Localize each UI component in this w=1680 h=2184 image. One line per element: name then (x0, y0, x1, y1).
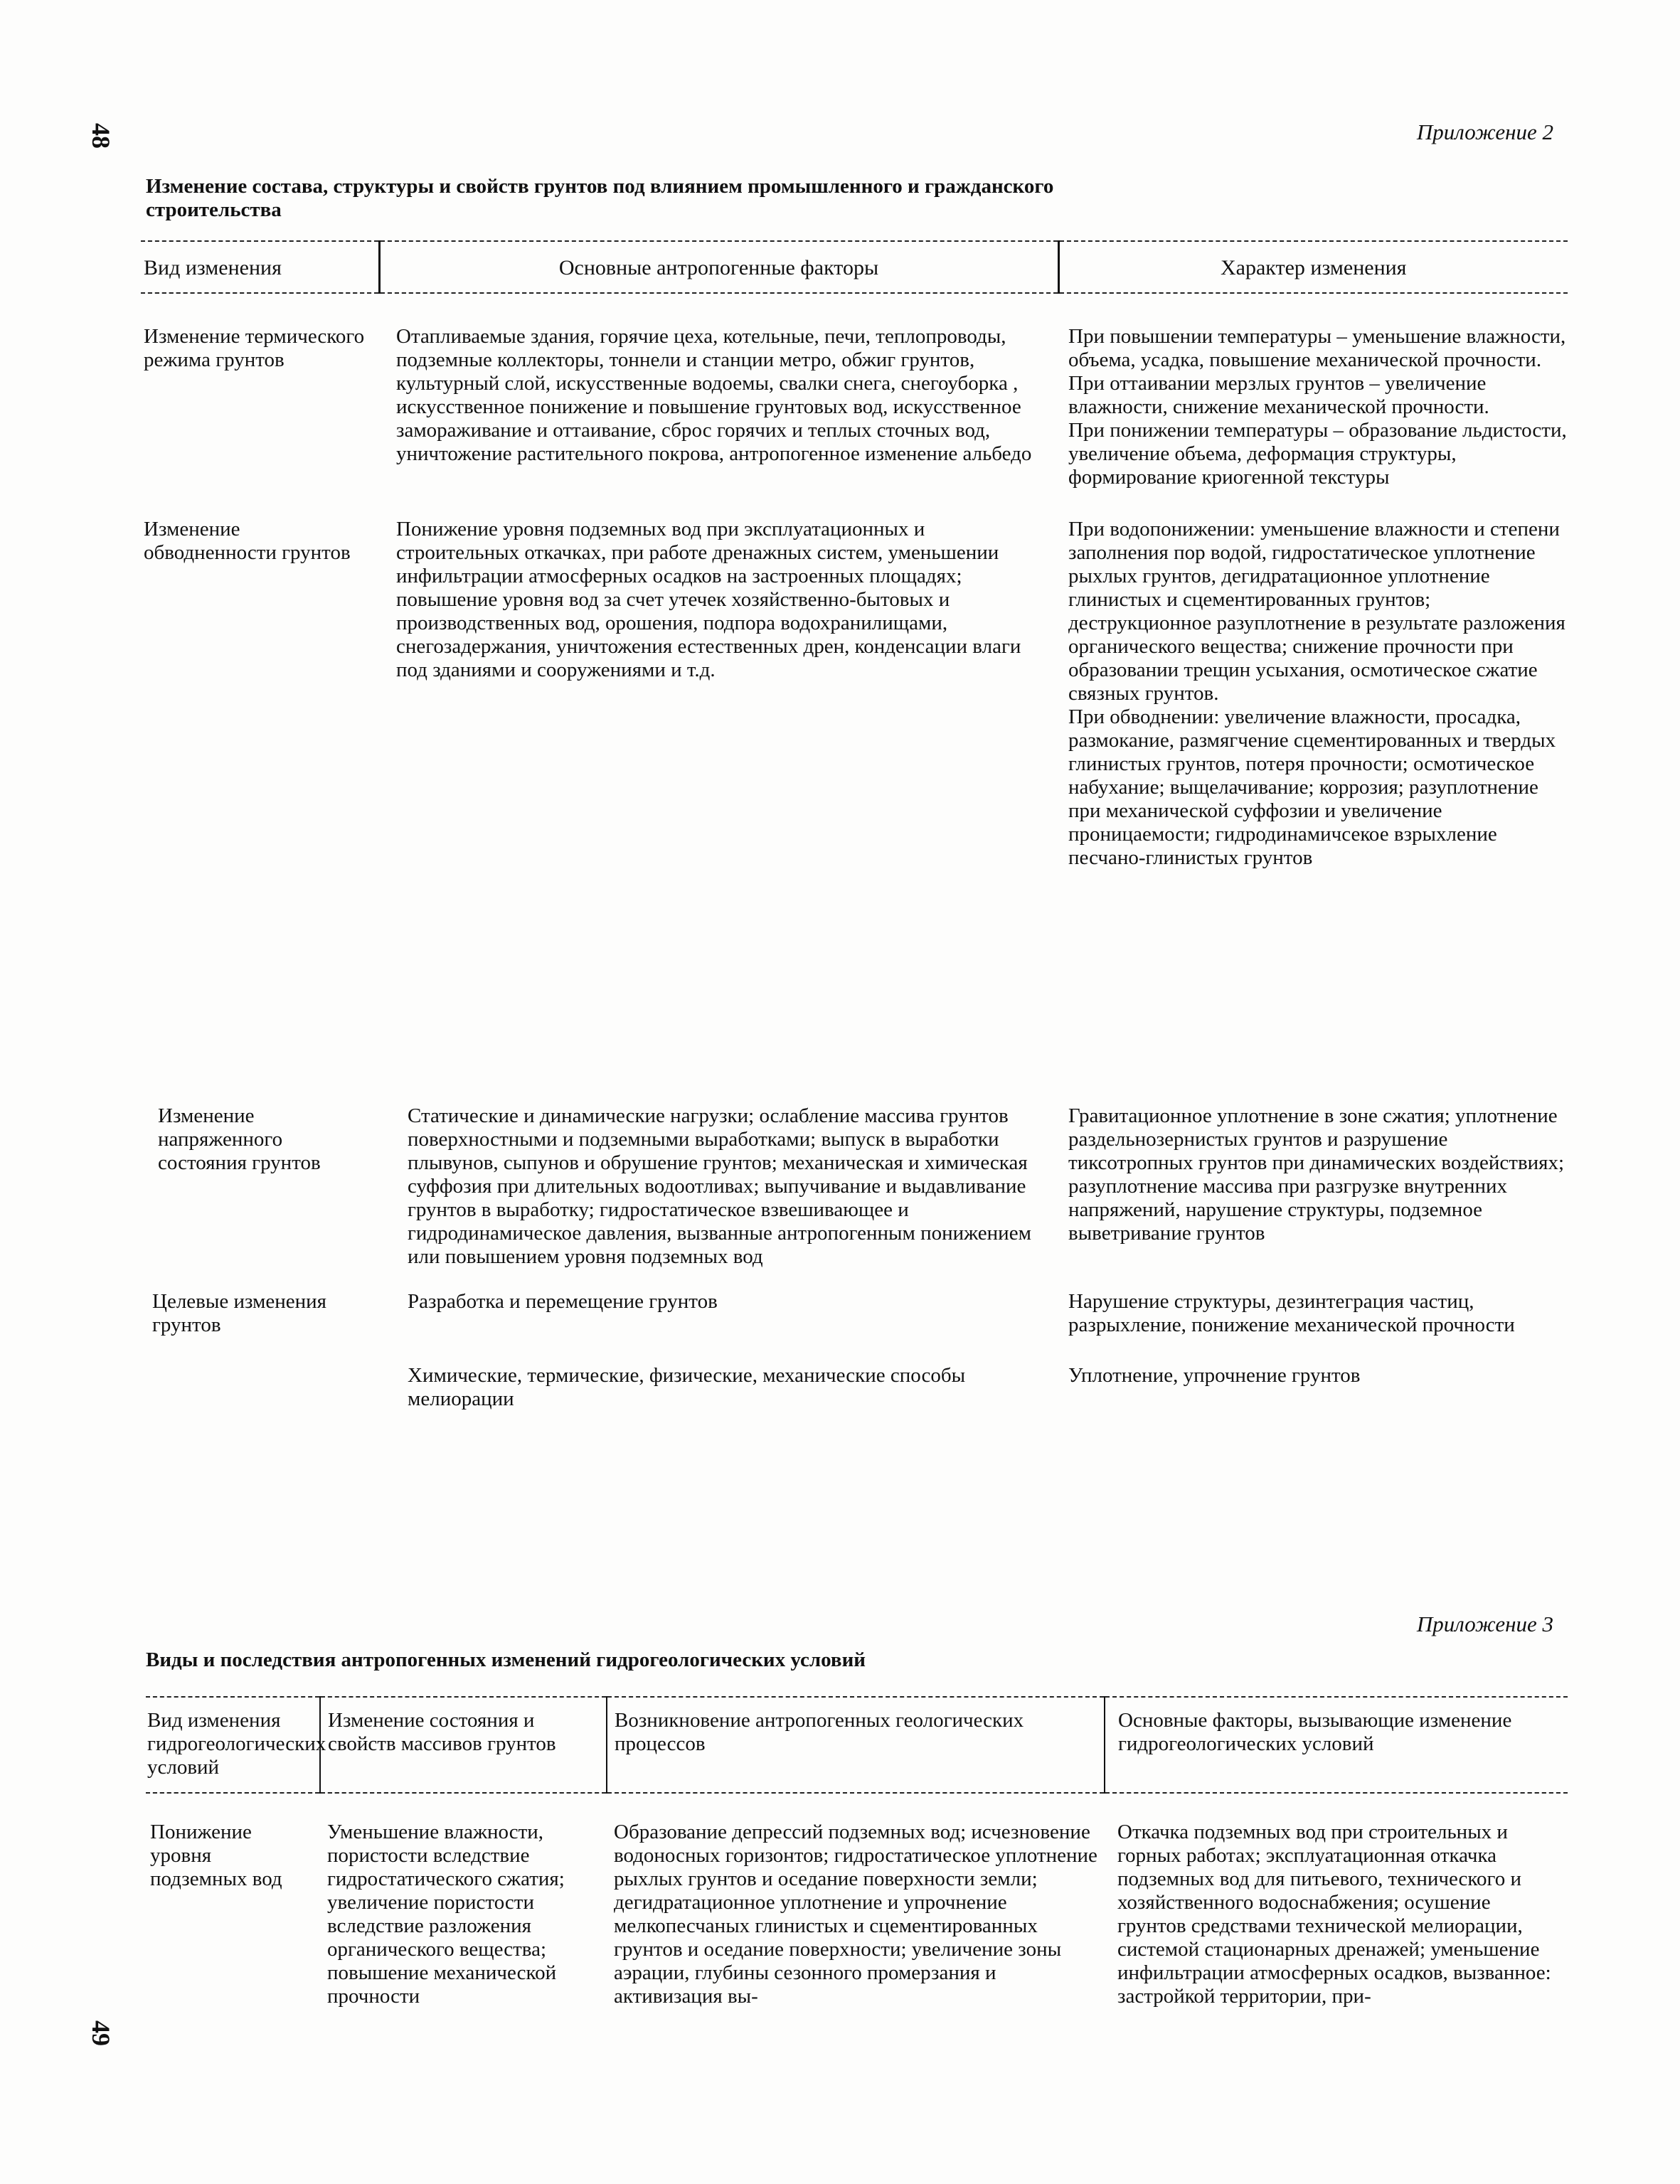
row-state: Уменьшение влажности, пористости вследствие гидростатического сжатия; увеличение пористости вследствие разложения органического вещества; повышение механической прочности (327, 1821, 565, 2008)
appendix-3-label: Приложение 3 (1416, 1612, 1553, 1636)
header-state: Изменение состояния и свойств массивов грунтов (320, 1697, 607, 1793)
soil-changes-table (141, 240, 1568, 1411)
row-kind (141, 1337, 379, 1411)
effect-paragraph: При обводнении: увеличение влажности, просадка, размокание, размягчение сцементированных и твердых глинистых грунтов, потеря прочности; осмотическое набухание; выщелачивание; коррозия; разуплотнение при механической суффозии и увеличение проницаемости; гидродинамичсекое взрыхление песчано-глинистых грунтов (1068, 705, 1556, 869)
table-row (141, 1337, 1568, 1411)
row-effects: Гравитационное уплотнение в зоне сжатия; уплотнение раздельнозернистых грунтов и разрушение тиксотропных грунтов при динамических воздействиях; разуплотнение массива при разгрузке внутренних напряжений, нарушение структуры, подземное выветривание грунтов (1068, 1104, 1565, 1245)
row-kind: Изменение обводненности грунтов (144, 518, 351, 564)
row-factors: Откачка подземных вод при строительных и горных работах; эксплуатационная откачка подземных вод для питьевого, технического и хозяйственного водоснабжения; осушение грунтов средствами технической мелиорации, системой стационарных дренажей; уменьшение инфильтрации атмосферных осадков, вызванное: застройкой территории, при- (1117, 1821, 1551, 2008)
hydro-changes-table (146, 1696, 1568, 2008)
header-effects: Характер изменения (1058, 241, 1568, 293)
effect-paragraph: При повышении температуры – уменьшение влажности, объема, усадка, повышение механической прочности. При оттаивании мерзлых грунтов – увеличение влажности, снижение механической прочности. (1068, 325, 1566, 418)
row-factors: Разработка и перемещение грунтов (408, 1290, 718, 1313)
table-row (141, 1269, 1568, 1337)
header-kind: Вид изменения (141, 241, 379, 293)
row-kind: Изменение напряженного состояния грунтов (158, 1104, 321, 1174)
effect-paragraph: При водопонижении: уменьшение влажности и степени заполнения пор водой, гидростатическое уплотнение рыхлых грунтов, дегидратационное уплотнение глинистых и сцементированных грунтов; деструкционное разуплотнение в результате разложения органического вещества; снижение прочности при образовании трещин усыхания, осмотическое сжатие связных грунтов. (1068, 518, 1565, 705)
header-factors: Основные факторы, вызывающие изменение гидрогеологических условий (1105, 1697, 1568, 1793)
row-factors: Статические и динамические нагрузки; ослабление массива грунтов поверхностными и подземными выработками; выпуск в выработки плывунов, сыпунов и обрушение грунтов; механическая и химическая суффозия при длительных водоотливах; выпучивание и выдавливание грунтов в выработку; гидростатическое взвешивающее и гидродинамическое давления, вызванные антропогенным понижением или повышением уровня подземных вод (408, 1104, 1031, 1268)
table-header-row (141, 241, 1568, 293)
appendix-3-caption: Виды и последствия антропогенных изменений гидрогеологических условий (146, 1648, 866, 1671)
page-number-top: 48 (87, 123, 115, 149)
row-kind: Понижение уровня подземных вод (150, 1821, 282, 1890)
header-processes: Возникновение антропогенных геологических процессов (607, 1697, 1105, 1793)
row-factors: Отапливаемые здания, горячие цеха, котельные, печи, теплопроводы, подземные коллекторы, тоннели и станции метро, обжиг грунтов, культурный слой, искусственные водоемы, свалки снега, снегоуборка , искусственное понижение и повышение грунтовых вод, искусственное замораживание и оттаивание, сброс горячих и теплых сточных вод, уничтожение растительного покрова, антропогенное изменение альбедо (396, 325, 1032, 465)
row-factors: Понижение уровня подземных вод при эксплуатационных и строительных откачках, при работе дренажных систем, уменьшении инфильтрации атмосферных осадков на застроенных площадях; повышение уровня вод за счет утечек хозяйственно-бытовых и производственных вод, орошения, подпора водохранилищами, снегозадержания, уничтожения естественных дрен, конденсации влаги под зданиями и сооружениями и т.д. (396, 518, 1021, 681)
row-kind: Целевые изменения грунтов (152, 1290, 327, 1336)
header-kind: Вид изменения гидрогеологических условий (146, 1697, 320, 1793)
header-factors: Основные антропогенные факторы (379, 241, 1058, 293)
table-row (141, 293, 1568, 489)
table-row (141, 489, 1568, 870)
row-effects (1058, 489, 1568, 870)
row-effects: Нарушение структуры, дезинтеграция частиц, разрыхление, понижение механической прочности (1068, 1290, 1515, 1336)
row-spacer (141, 870, 1568, 1104)
effect-paragraph: При понижении температуры – образование льдистости, увеличение объема, деформация структуры, формирование криогенной текстуры (1068, 419, 1567, 489)
appendix-2-label: Приложение 2 (1416, 119, 1553, 144)
table-row (141, 1104, 1568, 1269)
row-factors: Химические, термические, физические, механические способы мелиорации (408, 1364, 966, 1410)
table-row (146, 1793, 1568, 2008)
row-kind: Изменение термического режима грунтов (144, 325, 365, 371)
row-effects: Уплотнение, упрочнение грунтов (1068, 1364, 1361, 1387)
page-number-bottom: 49 (87, 2020, 115, 2046)
row-processes: Образование депрессий подземных вод; исчезновение водоносных горизонтов; гидростатическое уплотнение рыхлых грунтов и оседание поверхности земли; дегидратационное уплотнение и упрочнение мелкопесчаных глинистых и сцементированных грунтов и оседание поверхности; увеличение зоны аэрации, глубины сезонного промерзания и активизация вы- (614, 1821, 1097, 2008)
appendix-2-caption: Изменение состава, структуры и свойств грунтов под влиянием промышленного и гражданского строительства (146, 175, 1054, 221)
table-header-row (146, 1697, 1568, 1793)
row-effects (1058, 293, 1568, 489)
